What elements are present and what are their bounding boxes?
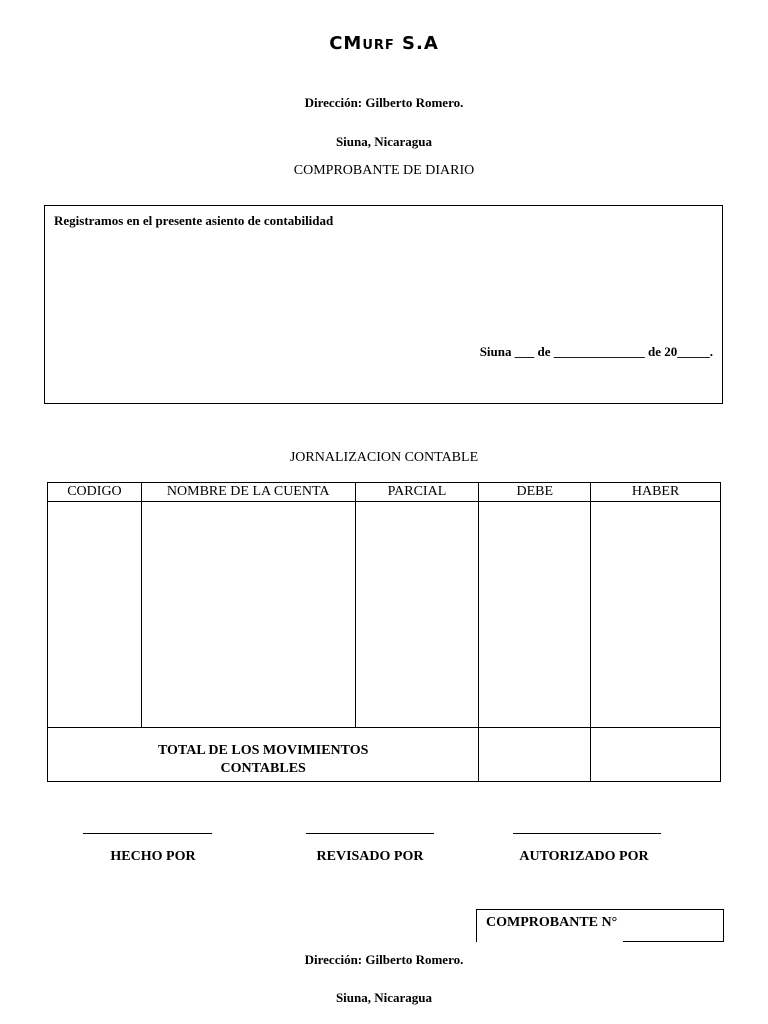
journal-title: JORNALIZACION CONTABLE [289,450,479,465]
entry-intro: Registramos en el presente asiento de contabilidad [54,213,334,228]
cell-debe [479,502,591,728]
total-label-line1: TOTAL DE LOS MOVIMIENTOS [157,742,369,758]
total-haber-cell [591,728,721,782]
column-header-haber: HABER [591,483,721,502]
cell-parcial [355,502,479,728]
total-label [48,732,478,778]
cell-codigo [48,502,142,728]
column-header-codigo: CODIGO [48,483,142,502]
header-city: Siuna, Nicaragua [335,134,433,149]
entry-box [44,205,723,404]
voucher-number-label: COMPROBANTE N° [486,915,618,930]
cell-nombre-cuenta [141,502,355,728]
column-header-debe: DEBE [479,483,591,502]
signature-line-reviewed-by [306,833,434,834]
cell-haber [591,502,721,728]
footer-city: Siuna, Nicaragua [335,990,433,1005]
header-address: Dirección: Gilberto Romero. [304,95,464,110]
company-logo: CMurf S.A [329,33,439,54]
total-label-line2: CONTABLES [220,760,306,776]
signature-line-made-by [83,833,212,834]
footer-address: Dirección: Gilberto Romero. [304,952,464,967]
entry-date-line: Siuna ___ de ______________ de 20_____. [479,344,713,359]
made-by-label: HECHO POR [110,849,196,864]
authorized-by-label: AUTORIZADO POR [519,849,649,864]
journal-header-row [48,483,721,502]
column-header-parcial: PARCIAL [355,483,479,502]
total-label-cell [48,728,479,782]
reviewed-by-label: REVISADO POR [316,849,424,864]
journal-body-row [48,502,721,728]
doc-title: COMPROBANTE DE DIARIO [293,163,475,178]
signature-line-authorized-by [513,833,661,834]
journal-total-row [48,728,721,782]
column-header-nombre-cuenta: NOMBRE DE LA CUENTA [141,483,355,502]
total-debe-cell [479,728,591,782]
journal-table [47,482,721,782]
voucher-number-box [476,909,724,942]
voucher-number-line [623,941,724,942]
